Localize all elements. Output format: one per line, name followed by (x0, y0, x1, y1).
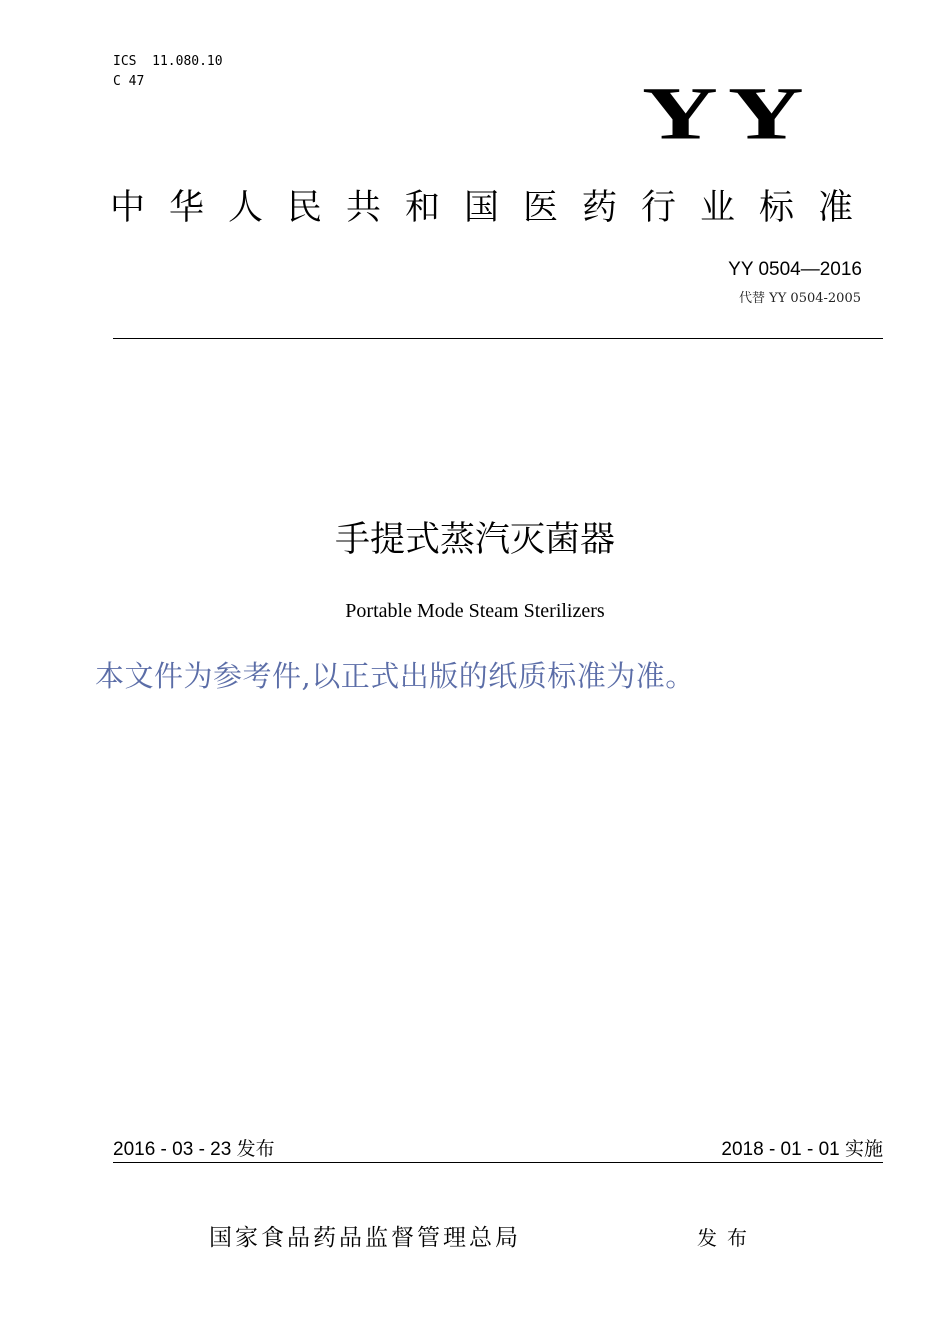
footer-divider (113, 1162, 883, 1163)
issue-label: 发布 (697, 1226, 757, 1250)
effective-date: 2018 - 01 - 01 实施 (721, 1139, 883, 1160)
ics-code: ICS 11.080.10 (113, 54, 223, 69)
reference-watermark: 本文件为参考件,以正式出版的纸质标准为准。 (95, 659, 695, 693)
document-title-chinese: 手提式蒸汽灭菌器 (334, 520, 615, 560)
ccs-code: C 47 (113, 74, 145, 89)
yy-logo: YY (642, 71, 814, 156)
organization-title: 中华人民共和国医药行业标准 (110, 188, 878, 228)
standard-number: YY 0504—2016 (728, 259, 862, 280)
issue-date: 2016 - 03 - 23 发布 (113, 1139, 275, 1160)
document-title-english: Portable Mode Steam Sterilizers (345, 600, 605, 622)
replaces-standard: 代替 YY 0504-2005 (739, 291, 861, 306)
header-divider (113, 338, 883, 339)
publisher-name: 国家食品药品监督管理总局 (209, 1225, 521, 1251)
